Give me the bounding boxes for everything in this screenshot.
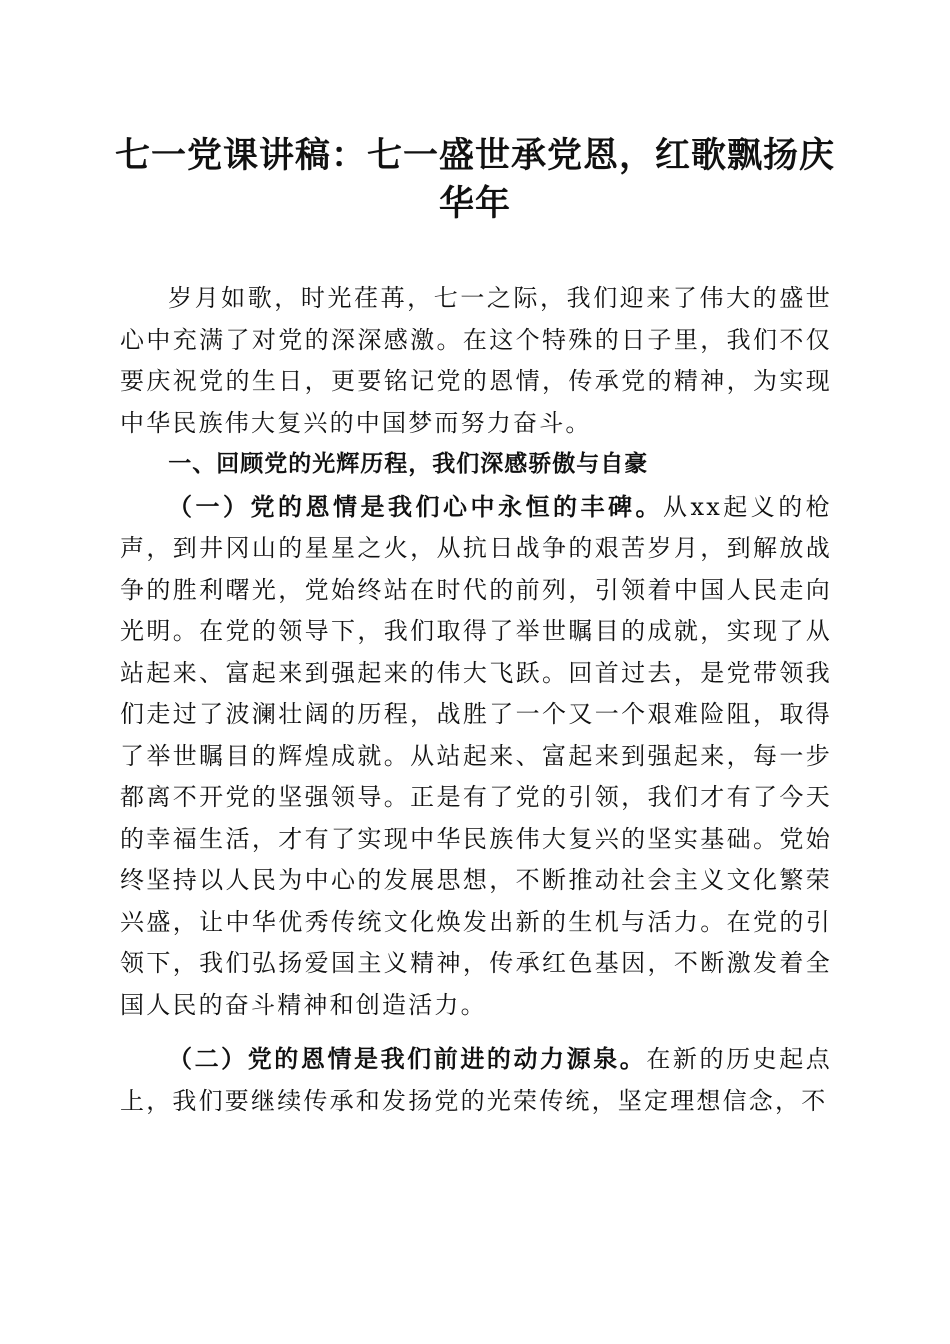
subsection-1-text: 从xx起义的枪声，到井冈山的星星之火，从抗日战争的艰苦岁月，到解放战争的胜利曙光，党始终站在时代的前列，引领着中国人民走向光明。在党的领导下，我们取得了举世瞩目的成就，实现了从站起来、富起来到强起来的伟大飞跃。回首过去，是党带领我们走过了波澜壮阔的历程，战胜了一个又一个艰难险阻，取得了举世瞩目的辉煌成就。从站起来、富起来到强起来，每一步都离不开党的坚强领导。正是有了党的引领，我们才有了今天的幸福生活，才有了实现中华民族伟大复兴的坚实基础。党始终坚持以人民为中心的发展思想，不断推动社会主义文化繁荣兴盛，让中华优秀传统文化焕发出新的生机与活力。在党的引领下，我们弘扬爱国主义精神，传承红色基因，不断激发着全国人民的奋斗精神和创造活力。 — [120, 492, 832, 1019]
intro-paragraph: 岁月如歌，时光荏苒，七一之际，我们迎来了伟大的盛世心中充满了对党的深深感激。在这个特殊的日子里，我们不仅要庆祝党的生日，更要铭记党的恩情，传承党的精神，为实现中华民族伟大复兴的中国梦而努力奋斗。 — [120, 284, 832, 437]
subsection-2-text: 在新的历史起点上，我们要继续传承和发扬党的光荣传统，坚定理想信念，不 — [120, 1045, 832, 1115]
subsection-1-paragraph — [120, 486, 832, 1027]
document-title: 七一党课讲稿：七一盛世承党恩，红歌飘扬庆华年 — [114, 135, 835, 224]
subsection-2-lead: （二）党的恩情是我们前进的动力源泉。 — [168, 1044, 647, 1073]
section-heading: 一、回顾党的光辉历程，我们深感骄傲与自豪 — [168, 451, 649, 477]
subsection-1-lead: （一）党的恩情是我们心中永恒的丰碑。 — [168, 491, 664, 521]
document-body — [120, 278, 832, 1122]
subsection-2-paragraph — [120, 1038, 832, 1122]
